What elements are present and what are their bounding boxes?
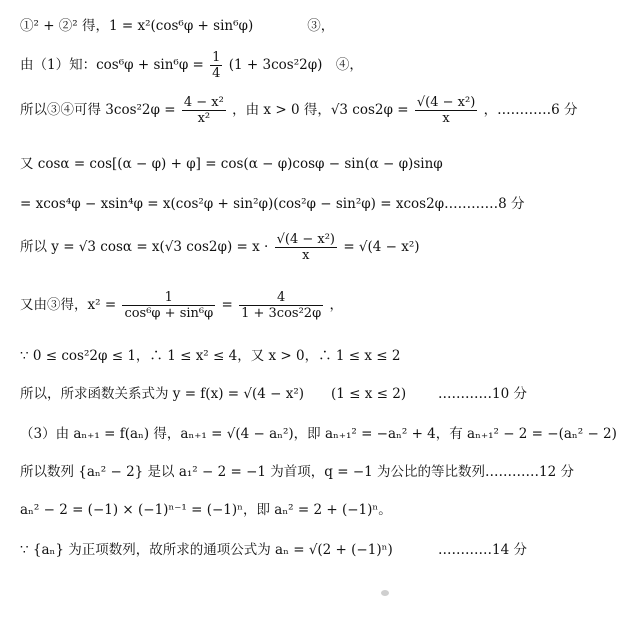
- line-an-squared: aₙ² − 2 = (−1) × (−1)ⁿ⁻¹ = (−1)ⁿ，即 aₙ² = 2 + (−1)ⁿ。: [20, 502, 392, 518]
- combine-part-3: ，…………6 分: [483, 102, 578, 118]
- fraction-denominator: x: [302, 248, 310, 263]
- x-squared-fraction-2: [239, 290, 323, 321]
- fraction-numerator: 4 − x²: [183, 95, 224, 110]
- line-combine: [20, 95, 578, 126]
- combine-part-2: ，由 x > 0 得，√3 cos2φ =: [232, 102, 409, 118]
- combine-fraction-2: [415, 95, 477, 126]
- line-range: ∵ 0 ≤ cos²2φ ≤ 1，∴ 1 ≤ x² ≤ 4，又 x > 0，∴ 1 ≤ x ≤ 2: [20, 348, 401, 364]
- line-sum-squares: ①² + ②² 得，1 = x²(cos⁶φ + sin⁶φ) ③，: [20, 18, 335, 34]
- line-recurrence: （3）由 aₙ₊₁ = f(aₙ) 得，aₙ₊₁ = √(4 − aₙ²)，即 aₙ₊₁² = −aₙ² + 4，有 aₙ₊₁² − 2 = −(aₙ² − 2): [20, 426, 617, 442]
- x-squared-lhs: 又由③得，x² =: [20, 297, 117, 313]
- fraction-numerator: √(4 − x²): [416, 95, 476, 110]
- line-identity: [20, 50, 532, 81]
- fraction-denominator: cos⁶φ + sin⁶φ: [124, 306, 214, 321]
- line-x-squared: [20, 290, 532, 321]
- combine-fraction-1: [182, 95, 226, 126]
- fraction-denominator: 1 + 3cos²2φ: [241, 306, 322, 321]
- points-14: …………14 分: [438, 542, 527, 558]
- identity-lhs: 由（1）知：cos⁶φ + sin⁶φ =: [20, 57, 204, 73]
- line-general-term: ∵ {aₙ} 为正项数列，故所求的通项公式为 aₙ = √(2 + (−1)ⁿ): [20, 542, 393, 558]
- line-cos-alpha: 又 cosα = cos[(α − φ) + φ] = cos(α − φ)cosφ − sin(α − φ)sinφ: [20, 156, 443, 172]
- x-squared-comma: ，: [329, 297, 343, 313]
- scan-smudge: [381, 590, 389, 596]
- fraction-numerator: 1: [122, 290, 215, 306]
- y-fraction: [275, 232, 337, 263]
- combine-part-1: 所以③④可得 3cos²2φ =: [20, 102, 176, 118]
- line-expansion: = xcos⁴φ − xsin⁴φ = x(cos²φ + sin²φ)(cos²φ − sin²φ) = xcos2φ…………8 分: [20, 196, 525, 212]
- quarter-fraction: [210, 50, 222, 81]
- fraction-denominator: 4: [212, 66, 221, 81]
- x-squared-fraction-1: [122, 290, 215, 321]
- equals-sign: =: [221, 297, 233, 313]
- fraction-denominator: x²: [197, 111, 211, 126]
- line-function: 所以，所求函数关系式为 y = f(x) = √(4 − x²) (1 ≤ x ≤ 2): [20, 386, 407, 402]
- identity-rhs: (1 + 3cos²2φ) ④，: [228, 57, 363, 73]
- y-expression-lhs: 所以 y = √3 cosα = x(√3 cos2φ) = x ·: [20, 239, 269, 255]
- line-y-expression: [20, 232, 532, 263]
- fraction-numerator: √(4 − x²): [276, 232, 336, 247]
- fraction-numerator: 1: [212, 50, 221, 65]
- points-10: …………10 分: [438, 386, 527, 402]
- fraction-denominator: x: [442, 111, 450, 126]
- fraction-numerator: 4: [239, 290, 323, 306]
- y-expression-rhs: = √(4 − x²): [343, 239, 420, 255]
- line-geometric-sequence: 所以数列 {aₙ² − 2} 是以 a₁² − 2 = −1 为首项，q = −1 为公比的等比数列…………12 分: [20, 464, 574, 480]
